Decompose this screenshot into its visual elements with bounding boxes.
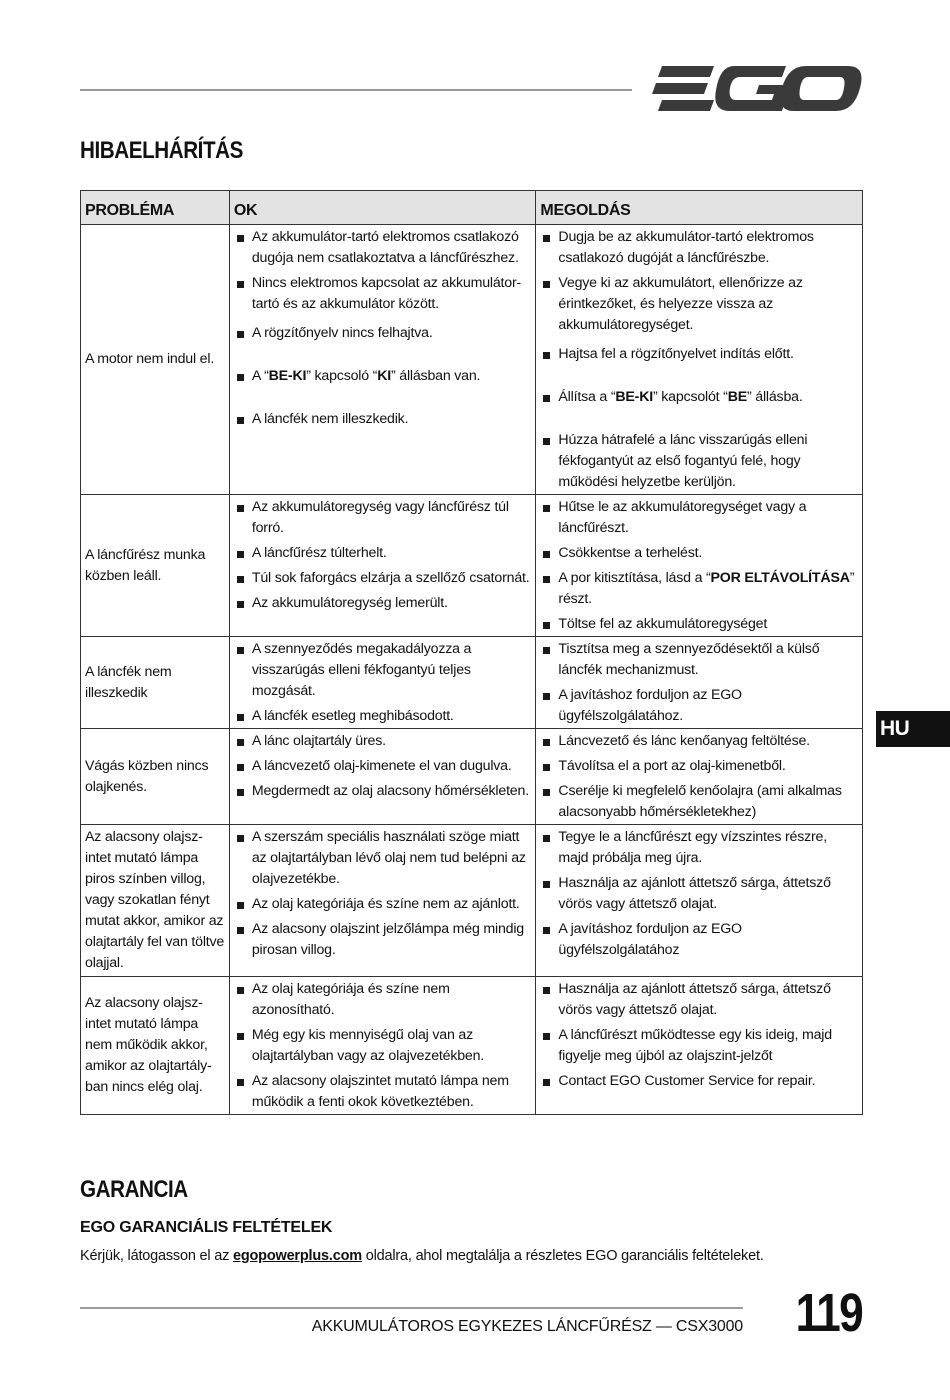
solution-item: Hajtsa fel a rögzítőnyelvet indítás előtt. — [540, 344, 860, 365]
solution-item: Használja az ajánlott áttetsző sárga, áttetsző vörös vagy áttetsző olajat. — [540, 979, 860, 1021]
cause-item: A láncvezető olaj-kimenete el van dugulva. — [234, 756, 534, 777]
cause-list — [234, 227, 534, 430]
solution-item: A láncfűrészt működtesse egy kis ideig, majd figyelje meg újból az olajszint-jelzőt — [540, 1025, 860, 1067]
solution-list — [540, 639, 860, 727]
cause-item: A láncfűrész túlterhelt. — [234, 543, 534, 564]
solution-cell — [536, 495, 863, 637]
cause-item: Nincs elektromos kapcsolat az akkumulátor-tartó és az akkumulátor között. — [234, 273, 534, 315]
cause-item: Az akkumulátoregység vagy láncfűrész túl forró. — [234, 497, 534, 539]
warranty-link[interactable]: egopowerplus.com — [233, 1248, 362, 1264]
solution-item: Cserélje ki megfelelő kenőolajra (ami alkalmas alacsonyabb hőmérsékletekhez) — [540, 781, 860, 823]
header-cause: OK — [229, 191, 536, 225]
solution-item: Állítsa a “BE-KI” kapcsolót “BE” állásba. — [540, 387, 860, 408]
problem-cell: A láncfűrész munka közben leáll. — [81, 495, 230, 637]
solution-item: Húzza hátrafelé a lánc visszarúgás elleni fékfogantyút az első fogantyú felé, hogy működési helyzetbe kerüljön. — [540, 430, 860, 493]
cause-cell — [229, 495, 536, 637]
cause-item: A láncfék nem illeszkedik. — [234, 409, 534, 430]
problem-cell: Vágás közben nincs olajkenés. — [81, 729, 230, 825]
solution-item: Láncvezető és lánc kenőanyag feltöltése. — [540, 731, 860, 752]
ego-logo — [652, 64, 862, 114]
table-row — [81, 225, 863, 495]
cause-item: Az alacsony olajszintet mutató lámpa nem működik a fenti okok következtében. — [234, 1071, 534, 1113]
solution-cell — [536, 637, 863, 729]
table-row — [81, 495, 863, 637]
solution-item: A javításhoz forduljon az EGO ügyfélszolgálatához — [540, 919, 860, 961]
solution-item: Tisztítsa meg a szennyeződésektől a külső láncfék mechanizmust. — [540, 639, 860, 681]
footer-title: AKKUMULÁTOROS EGYKEZES LÁNCFŰRÉSZ — CSX3000 — [311, 1318, 743, 1335]
solution-list — [540, 731, 860, 823]
warranty-text — [80, 1248, 764, 1264]
cause-cell — [229, 637, 536, 729]
cause-item: Az olaj kategóriája és színe nem azonosítható. — [234, 979, 534, 1021]
page-number: 119 — [795, 1283, 862, 1343]
solution-item: Csökkentse a terhelést. — [540, 543, 860, 564]
warranty-text-before: Kérjük, látogasson el az — [80, 1248, 230, 1264]
solution-item: Töltse fel az akkumulátoregységet — [540, 614, 860, 635]
problem-cell: Az alacsony olajsz-intet mutató lámpa nem működik akkor, amikor az olajtartály-ban nincs elég olaj. — [81, 977, 230, 1115]
solution-list — [540, 827, 860, 961]
cause-item: Az alacsony olajszint jelzőlámpa még mindig pirosan villog. — [234, 919, 534, 961]
table-row — [81, 637, 863, 729]
table-body — [81, 225, 863, 1115]
solution-cell — [536, 977, 863, 1115]
problem-cell: A láncfék nem illeszkedik — [81, 637, 230, 729]
solution-cell — [536, 225, 863, 495]
cause-item: Az olaj kategóriája és színe nem az ajánlott. — [234, 894, 534, 915]
cause-cell — [229, 729, 536, 825]
cause-item: Az akkumulátor-tartó elektromos csatlakozó dugója nem csatlakoztatva a láncfűrészhez. — [234, 227, 534, 269]
cause-list — [234, 497, 534, 614]
warranty-text-after: oldalra, ahol megtalálja a részletes EGO garanciális feltételeket. — [365, 1248, 764, 1264]
footer-rule — [80, 1307, 743, 1309]
solution-cell — [536, 825, 863, 977]
cause-item: A szerszám speciális használati szöge miatt az olajtartályban lévő olaj nem tud belépni az olajvezetékbe. — [234, 827, 534, 890]
language-tab: HU — [876, 711, 950, 747]
cause-list — [234, 731, 534, 802]
cause-cell — [229, 825, 536, 977]
cause-item: A “BE-KI” kapcsoló “KI” állásban van. — [234, 366, 534, 387]
cause-item: Még egy kis mennyiségű olaj van az olajtartályban vagy az olajvezetékben. — [234, 1025, 534, 1067]
solution-list — [540, 979, 860, 1092]
warranty-subtitle: EGO GARANCIÁLIS FELTÉTELEK — [80, 1219, 333, 1236]
table-row — [81, 977, 863, 1115]
warranty-title: GARANCIA — [80, 1176, 188, 1203]
table-row — [81, 825, 863, 977]
cause-item: A rögzítőnyelv nincs felhajtva. — [234, 323, 534, 344]
solution-list — [540, 497, 860, 635]
cause-cell — [229, 977, 536, 1115]
solution-cell — [536, 729, 863, 825]
header-solution: MEGOLDÁS — [536, 191, 863, 225]
solution-item: Távolítsa el a port az olaj-kimenetből. — [540, 756, 860, 777]
problem-cell: Az alacsony olajsz-intet mutató lámpa piros színben villog, vagy szokatlan fényt mutat akkor, amikor az olajtartály fel van töltve olajjal. — [81, 825, 230, 977]
cause-item: A szennyeződés megakadályozza a visszarúgás elleni fékfogantyú teljes mozgását. — [234, 639, 534, 702]
cause-item: Az akkumulátoregység lemerült. — [234, 593, 534, 614]
solution-item: Tegye le a láncfűrészt egy vízszintes részre, majd próbálja meg újra. — [540, 827, 860, 869]
cause-list — [234, 639, 534, 727]
troubleshooting-table — [80, 190, 863, 1115]
cause-item: Megdermedt az olaj alacsony hőmérsékleten. — [234, 781, 534, 802]
table-header-row — [81, 191, 863, 225]
cause-cell — [229, 225, 536, 495]
solution-item: Contact EGO Customer Service for repair. — [540, 1071, 860, 1092]
table-row — [81, 729, 863, 825]
header-problem: PROBLÉMA — [81, 191, 230, 225]
solution-item: A javításhoz forduljon az EGO ügyfélszolgálatához. — [540, 685, 860, 727]
solution-item: Dugja be az akkumulátor-tartó elektromos csatlakozó dugóját a láncfűrészbe. — [540, 227, 860, 269]
header-rule — [80, 89, 632, 91]
solution-item: Vegye ki az akkumulátort, ellenőrizze az érintkezőket, és helyezze vissza az akkumulátoregységet. — [540, 273, 860, 336]
troubleshooting-title: HIBAELHÁRÍTÁS — [80, 137, 243, 164]
cause-list — [234, 979, 534, 1113]
solution-item: Használja az ajánlott áttetsző sárga, áttetsző vörös vagy áttetsző olajat. — [540, 873, 860, 915]
solution-list — [540, 227, 860, 493]
problem-cell: A motor nem indul el. — [81, 225, 230, 495]
cause-item: A lánc olajtartály üres. — [234, 731, 534, 752]
solution-item: Hűtse le az akkumulátoregységet vagy a láncfűrészt. — [540, 497, 860, 539]
cause-item: Túl sok faforgács elzárja a szellőző csatornát. — [234, 568, 534, 589]
cause-list — [234, 827, 534, 961]
cause-item: A láncfék esetleg meghibásodott. — [234, 706, 534, 727]
solution-item: A por kitisztítása, lásd a “POR ELTÁVOLÍTÁSA” részt. — [540, 568, 860, 610]
